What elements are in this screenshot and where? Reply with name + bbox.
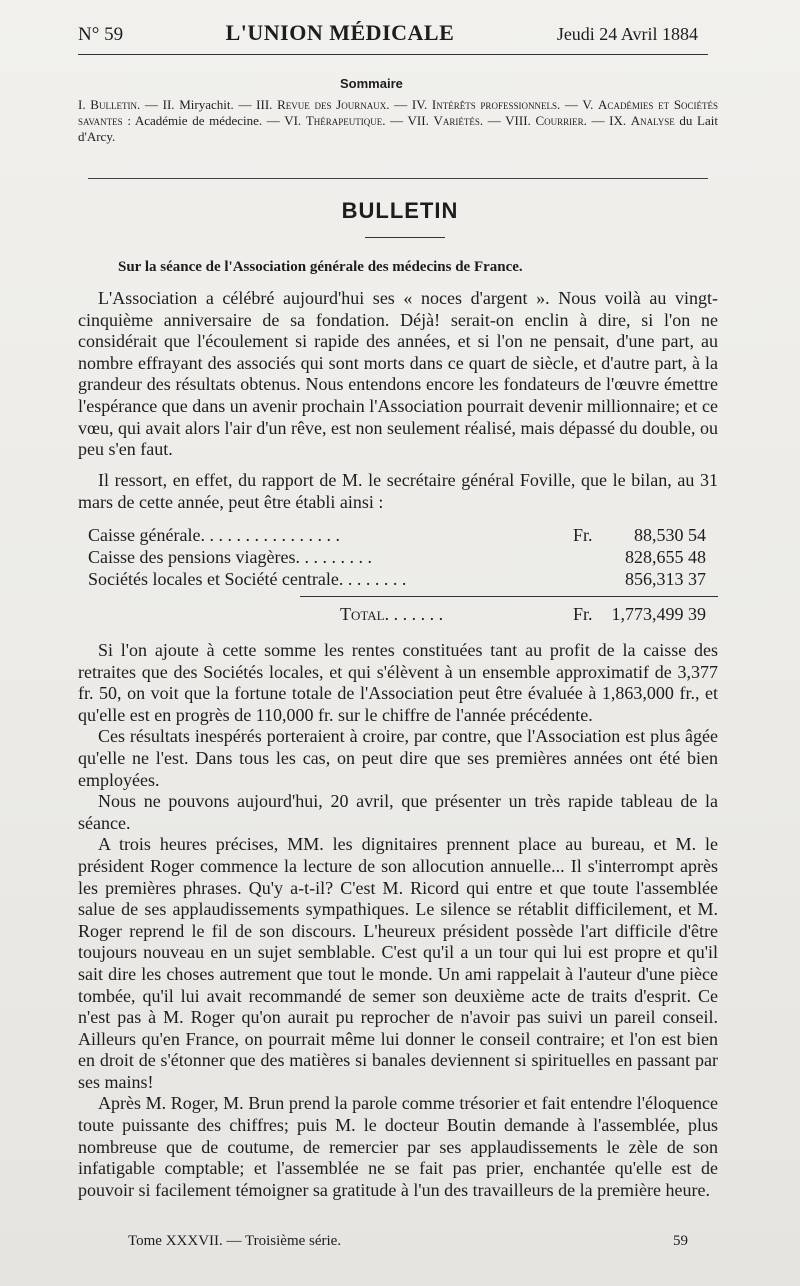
page-number: 59 <box>673 1233 688 1249</box>
table-row <box>88 547 718 569</box>
total-rule <box>300 596 718 597</box>
row-label: Caisse générale. . . . . . . . . . . . . . . . <box>88 525 340 545</box>
row-label: Caisse des pensions viagères. . . . . . . . . <box>88 547 372 567</box>
bulletin-rule <box>365 237 445 238</box>
paragraph: Nous ne pouvons aujourd'hui, 20 avril, que présenter un très rapide tableau de la séance. <box>78 791 718 833</box>
sommaire-list <box>78 97 718 145</box>
article-bilan-intro <box>78 470 718 513</box>
row-value: 828,655 48 <box>625 547 706 567</box>
total-currency: Fr. <box>573 604 593 624</box>
total-label: Total. . . . . . . <box>340 604 444 624</box>
table-total-row <box>88 604 718 626</box>
volume-info: Tome XXXVII. — Troisième série. <box>128 1233 342 1249</box>
sommaire-item: VI. Thérapeutique. — <box>284 113 408 128</box>
article-body <box>78 640 718 1201</box>
issue-number: N° 59 <box>78 24 124 45</box>
journal-title: L'UNION MÉDICALE <box>225 20 455 45</box>
table-row <box>88 525 718 547</box>
paragraph: Ces résultats inespérés porteraient à croire, par contre, que l'Association est plus âgée qu'elle ne l'est. Dans tous les cas, on peut dire que ses premières années ont été bien employées. <box>78 726 718 790</box>
sommaire-item: IX. Analyse du Lait d'Arcy. <box>78 113 718 144</box>
sommaire-item: III. Revue des Journaux. — <box>256 97 412 112</box>
article-intro <box>78 288 718 461</box>
row-value: 88,530 54 <box>634 525 706 545</box>
paragraph: L'Association a célébré aujourd'hui ses « noces d'argent ». Nous voilà au vingt-cinquième anniversaire de sa fondation. Déjà! serait-on enclin à dire, si l'on ne considérait que l'écoulement si rapide des années, et si l'on ne pensait, d'une part, au nombre effrayant des associés qui sont morts dans ce quart de siècle, et d'autre part, à la grandeur des résultats obtenus. Nous entendons encore les fondateurs de l'œuvre émettre l'espérance que dans un avenir prochain l'Association pourrait devenir millionnaire; et ce vœu, qui avait alors l'air d'un rêve, est non seulement réalisé, mais dépassé du double, ou peu s'en faut. <box>78 288 718 460</box>
sommaire-item: V. Académies et Sociétés savantes : Académie de médecine. — <box>78 97 719 128</box>
sommaire-item: I. Bulletin. — <box>78 97 163 112</box>
sommaire-item: VIII. Courrier. — <box>505 113 610 128</box>
section-rule <box>88 178 708 179</box>
sommaire-item: IV. Intérêts professionnels. — <box>411 97 583 112</box>
article-subheading: Sur la séance de l'Association générale des médecins de France. <box>118 259 523 275</box>
issue-date: Jeudi 24 Avril 1884 <box>556 24 698 44</box>
paragraph: A trois heures précises, MM. les dignitaires prennent place au bureau, et M. le président Roger commence la lecture de son allocution annuelle... Il s'interrompt après les premières phrases. Qu'y a-t-il? C'est M. Ricord qui entre et que toute l'assemblée salue de ses applaudissements sympathiques. Le silence se rétablit difficilement, et M. Roger reprend le fil de son discours. L'heureux président possède l'art difficile d'être toujours nouveau en un sujet semblable. C'est qu'il a un tour qui lui est propre et qu'il sait dire les choses autrement que tout le monde. Un ami rappelait à l'auteur d'une pièce tombée, qu'il lui avait recommandé de semer son deuxième acte de traits d'esprit. Ce n'est pas à M. Roger qu'on aurait pu reprocher de n'avoir pas suivi un pareil conseil. Ailleurs qu'en France, on pourrait même lui donner le conseil contraire; et l'on est bien en droit de s'étonner que des matières si banales deviennent si spirituelles en passant par ses mains! <box>78 834 718 1092</box>
bilan-table <box>88 525 718 591</box>
sommaire-title: Sommaire <box>340 76 403 91</box>
page-header <box>78 20 698 50</box>
bulletin-heading: BULLETIN <box>341 198 459 223</box>
sommaire-item: VII. Variétés. — <box>407 113 506 128</box>
row-label: Sociétés locales et Société centrale. . . . . . . . <box>88 569 407 589</box>
sommaire-item: II. Miryachit. — <box>162 97 257 112</box>
paragraph: Si l'on ajoute à cette somme les rentes constituées tant au profit de la caisse des retraites que des Sociétés locales, et qui s'élèvent à un ensemble approximatif de 3,377 fr. 50, on voit que la fortune totale de l'Association peut être évaluée à 1,863,000 fr., et qu'elle est en progrès de 110,000 fr. sur le chiffre de l'année précédente. <box>78 640 718 725</box>
paragraph: Après M. Roger, M. Brun prend la parole comme trésorier et fait entendre l'éloquence toute puissante des chiffres; puis M. le docteur Boutin demande à l'assemblée, plus nombreuse que de coutume, de remercier par ses applaudissements le zèle de son infatigable comptable; et l'assemblée ne se fait pas prier, enchantée qu'elle est de pouvoir si facilement témoigner sa gratitude à l'un des travailleurs de la première heure. <box>78 1093 718 1200</box>
header-rule <box>78 54 708 55</box>
total-value: 1,773,499 39 <box>611 604 706 624</box>
row-currency: Fr. <box>573 525 593 545</box>
row-value: 856,313 37 <box>625 569 706 589</box>
paragraph: Il ressort, en effet, du rapport de M. le secrétaire général Foville, que le bilan, au 31 mars de cette année, peut être établi ainsi : <box>78 470 718 512</box>
table-row <box>88 569 718 591</box>
